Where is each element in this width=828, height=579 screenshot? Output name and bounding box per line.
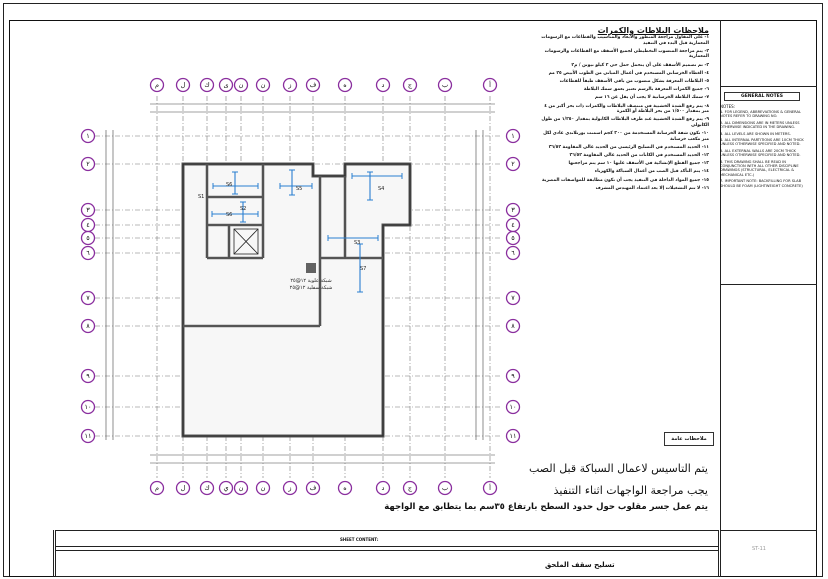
general-note-item: 6. THIS DRAWING SHALL BE READ IN CONJUNCTION WITH ALL OTHER DISCIPLINE DRAWINGS (STRUCTURAL, ELECTRICAL & MECHANICAL ETC.)	[720, 159, 799, 177]
grid-bubble-bottom-label: ز	[288, 484, 292, 493]
grid-bubble-bottom-label: د	[381, 484, 385, 493]
note-item: ١٣- جميع القطع الإنشائية في الأسقف عليها ١٠ سم يتم مراجعتها	[568, 161, 709, 167]
mesh-label: شبكة سفلية ١٢@٢٥	[289, 285, 333, 291]
grid-bubble-left-label: ٩	[86, 372, 90, 381]
grid-bubble-bottom-label: ل	[180, 484, 186, 493]
general-notes-list	[716, 110, 808, 188]
note-item: ٥- البلاطات المعرفة بشكل منسوب من باقي الأسقف طبقاً للقطاعات	[559, 78, 709, 84]
grid-bubble-bottom-label: ه	[343, 484, 347, 493]
grid-bubble-right-label: ٦	[511, 249, 515, 258]
grid-bubble-left-label: ١١	[84, 432, 92, 441]
general-note-line: يجب مراجعة الواجهات اثناء التنفيذ	[553, 484, 708, 497]
title-block-divider	[53, 530, 54, 577]
note-item: ٩- يتم رفع الشدة الخشبية عند طرف البلاطات الكابولية بمقدار ١/٢٥٠ من طول الكابولي	[541, 117, 709, 128]
title-block-divider	[55, 550, 719, 551]
note-item: ٦- جميع الكمرات المعرفة بالرسم تعتبر بعمق سمك البلاطة	[583, 87, 709, 93]
grid-bubble-right-label: ١٠	[509, 403, 517, 412]
note-item: ٧- سمك البلاطة الخرسانية لا يجب أن يقل عن ١٦ سم	[594, 95, 709, 101]
slab-outline	[183, 164, 410, 436]
grid-bubble-bottom-label: أ	[489, 484, 491, 493]
grid-bubble-bottom-label: ب	[441, 484, 449, 493]
general-note-item: 4. ALL INTERNAL PARTITIONS ARE 10CM THICK UNLESS OTHERWISE SPECIFIED AND NOTED.	[720, 138, 804, 147]
grid-bubble-right-label: ٩	[511, 372, 515, 381]
grid-bubble-left-label: ٥	[86, 234, 90, 243]
grid-bubble-bottom-label: ج	[407, 484, 413, 493]
grid-bubble-bottom-label: م	[154, 484, 160, 493]
sheet-content-label: SHEET CONTENT:	[340, 537, 379, 542]
note-item: ٨- يتم رفع الشدة الخشبية في منتصف البلاطات والكمرات ذات بحر أكبر من ٤ متر بمقدار ١/٥٠٠ من بحر البلاطة أو الكمرة	[544, 103, 709, 115]
grid-bubble-top-label: د	[381, 81, 385, 90]
grid-bubble-right-label: ١	[511, 132, 515, 141]
general-notes-title: GENERAL NOTES	[724, 92, 800, 101]
note-item: ١٥- جميع المواد الداخلة في التنفيذ يجب أن تكون مطابقة للمواصفات المصرية	[542, 177, 709, 183]
general-note-item: 5. ALL EXTERNAL WALLS ARE 20CM THICK UNLESS OTHERWISE SPECIFIED AND NOTED.	[720, 148, 801, 158]
mesh-label: شبكة علوية ١٢@٢٥	[290, 278, 332, 284]
general-note-item: 7. IMPORTANT NOTE: BACKFILLING FOR SLAB SHOULD BE FOAM (LIGHTWEIGHT CONCRETE)	[720, 179, 803, 188]
slab-label: S7	[360, 266, 367, 272]
notes-list	[537, 35, 713, 191]
note-item: ١٠- تكون شفة الخرسانة المستخدمة من ٣٠٠ كجم اسمنت بورتلاندي عادي لكل متر مكعب خرسانة	[543, 131, 709, 142]
slab-label: S3	[354, 240, 361, 246]
general-note-item: 1. FOR LEGEND, ABBREVIATIONS & GENERAL NOTES REFER TO DRAWING NO.	[720, 110, 801, 119]
grid-bubble-top-label: ه	[343, 81, 347, 90]
grid-bubble-top-label: ن	[238, 81, 244, 90]
note-item: ٢- يتم مراجعة المنسوب التخطيطي لجميع الأسقف مع القطاعات والرسومات المعمارية	[544, 48, 709, 60]
slab-label: S2	[240, 206, 247, 212]
grid-bubble-top-label: ز	[288, 81, 292, 90]
grid-bubble-bottom-label: ف	[309, 484, 317, 493]
general-notes-subtitle: NOTES:	[720, 104, 735, 109]
note-item: ٤- الغطاء الخرساني المستخدم في أعمال المباني من الطوب الأبيض ٢٥ مم	[548, 70, 709, 76]
grid-bubble-right-label: ١١	[509, 432, 517, 441]
title-block	[55, 530, 719, 577]
slab-label: S1	[198, 194, 205, 200]
grid-bubble-left-label: ٤	[86, 221, 90, 230]
notes-title: ملاحظات البلاطات والكمرات	[597, 26, 709, 35]
grid-bubble-bottom-label: ن	[260, 484, 266, 493]
general-note-line: يتم عمل جسر مقلوب حول حدود السطح بارتفاع ٣٥سم بما يتطابق مع الواجهة	[384, 502, 708, 512]
grid-bubble-top-label: أ	[489, 81, 491, 90]
grid-bubble-top-label: ب	[441, 81, 449, 90]
title-block-divider	[55, 546, 719, 547]
slab-beam-notes	[537, 26, 713, 426]
grid-bubble-left-label: ٢	[86, 160, 90, 169]
slab-label: S6	[226, 182, 233, 188]
slab-label: S5	[296, 186, 303, 192]
grid-bubble-top-label: ن	[260, 81, 266, 90]
general-note-item: 2. ALL DIMENSIONS ARE IN METERS UNLESS OTHERWISE INDICATED IN THE DRAWING.	[720, 120, 800, 130]
general-note-item: 3. ALL LEVELS ARE SHOWN IN METERS.	[720, 131, 791, 136]
general-notes-panel	[716, 92, 808, 282]
grid-bubble-left-label: ٦	[86, 249, 90, 258]
note-item: ١- على المقاول مراجعة المنظور والأبعاد والمناسيب والقطاعات مع الرسومات المعمارية قبل البدء في التنفيذ	[541, 35, 709, 46]
note-item: ١٤- يتم التأكد قبل الصب من أعمال السباكة والكهرباء	[594, 169, 709, 175]
grid-bubble-right-label: ٤	[511, 221, 515, 230]
sheet-number: ST-11	[752, 546, 766, 552]
grid-bubble-top-label: ل	[180, 81, 186, 90]
sheet-name: تسليح سقف الملحق	[545, 561, 615, 569]
grid-bubble-right-label: ٢	[511, 160, 515, 169]
grid-bubble-bottom-label: ن	[238, 484, 244, 493]
note-item: ١٦- لا تتم التشغيلات إلا بعد اعتماد المهندس المشرف	[595, 185, 709, 191]
grid-bubble-top-label: ف	[309, 81, 317, 90]
grid-bubble-right-label: ٧	[511, 294, 515, 303]
general-notes-label: ملاحظات عامة	[664, 432, 714, 446]
grid-bubble-right-label: ٥	[511, 234, 515, 243]
note-item: ١١- الحديد المستخدم في التسليح الرئيسي من الحديد عالي المقاومة ٣٦/٥٢	[548, 144, 709, 150]
note-item: ١٢- الحديد المستخدم في الكانات من الحديد عالي المقاومة ٣٦/٥٢	[569, 153, 709, 159]
grid-bubble-left-label: ١	[86, 132, 90, 141]
grid-bubble-right-label: ٣	[511, 206, 515, 215]
grid-bubble-top-label: ك	[204, 81, 210, 90]
slab-label: S4	[378, 186, 385, 192]
grid-bubble-left-label: ٧	[86, 294, 90, 303]
grid-bubble-left-label: ١٠	[84, 403, 92, 412]
grid-bubble-top-label: م	[154, 81, 160, 90]
grid-bubble-top-label: ج	[407, 81, 413, 90]
grid-bubble-right-label: ٨	[511, 322, 515, 331]
grid-bubble-bottom-label: ي	[223, 484, 229, 493]
grid-bubble-left-label: ٣	[86, 206, 90, 215]
general-note-line: يتم التاسيس لاعمال السباكة قبل الصب	[528, 462, 708, 475]
grid-bubble-bottom-label: ك	[204, 484, 210, 493]
grid-bubble-top-label: ى	[223, 81, 229, 90]
slab-label: S6	[226, 212, 233, 218]
grid-bubble-left-label: ٨	[86, 322, 90, 331]
note-item: ٣- تم تصميم الأسقف على أن يتحمل حمل حي ٢ كيلو نيوتن / م٢	[571, 62, 709, 68]
